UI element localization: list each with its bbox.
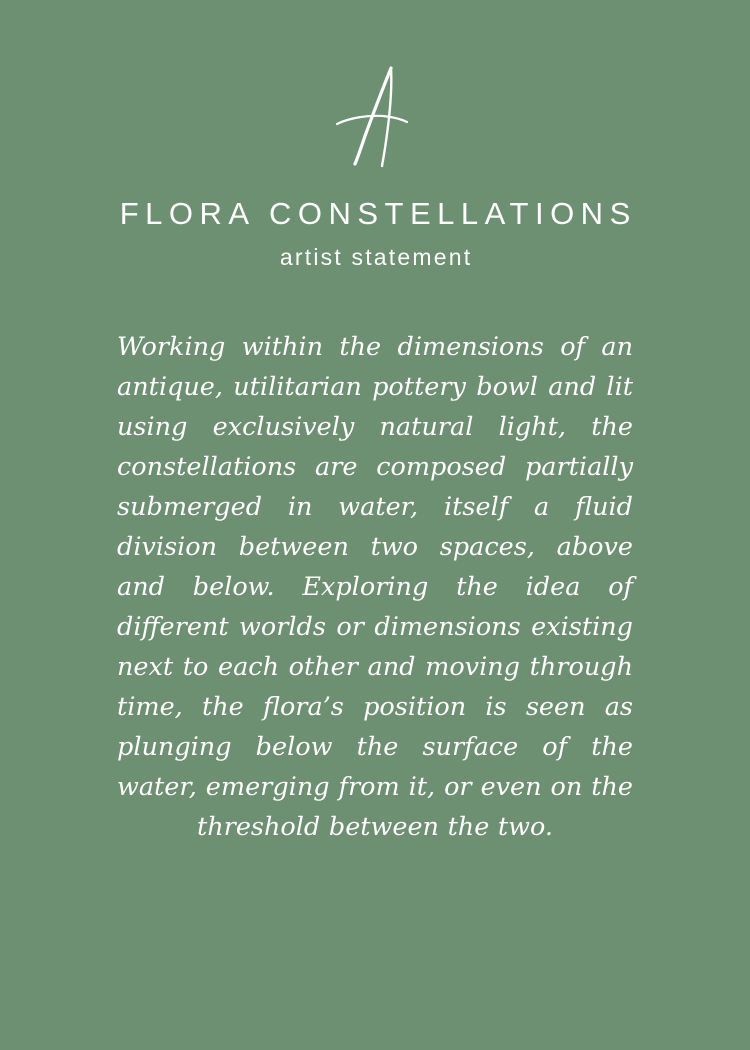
page-subtitle: artist statement bbox=[279, 244, 473, 270]
artist-statement-body: Working within the dimensions of an antique, utilitarian pottery bowl and lit using exclusively natural light, the constellations are composed partially submerged in water, itself a fluid division between two spaces, above and below. Exploring the idea of different worlds or dimensions existing next to each other and moving through time, the flora’s position is seen as plunging below the surface of the water, emerging from it, or even on the threshold between the two. bbox=[117, 332, 633, 842]
script-letter-a-monogram-icon bbox=[315, 62, 435, 172]
page-title: FLORA CONSTELLATIONS bbox=[119, 196, 637, 231]
